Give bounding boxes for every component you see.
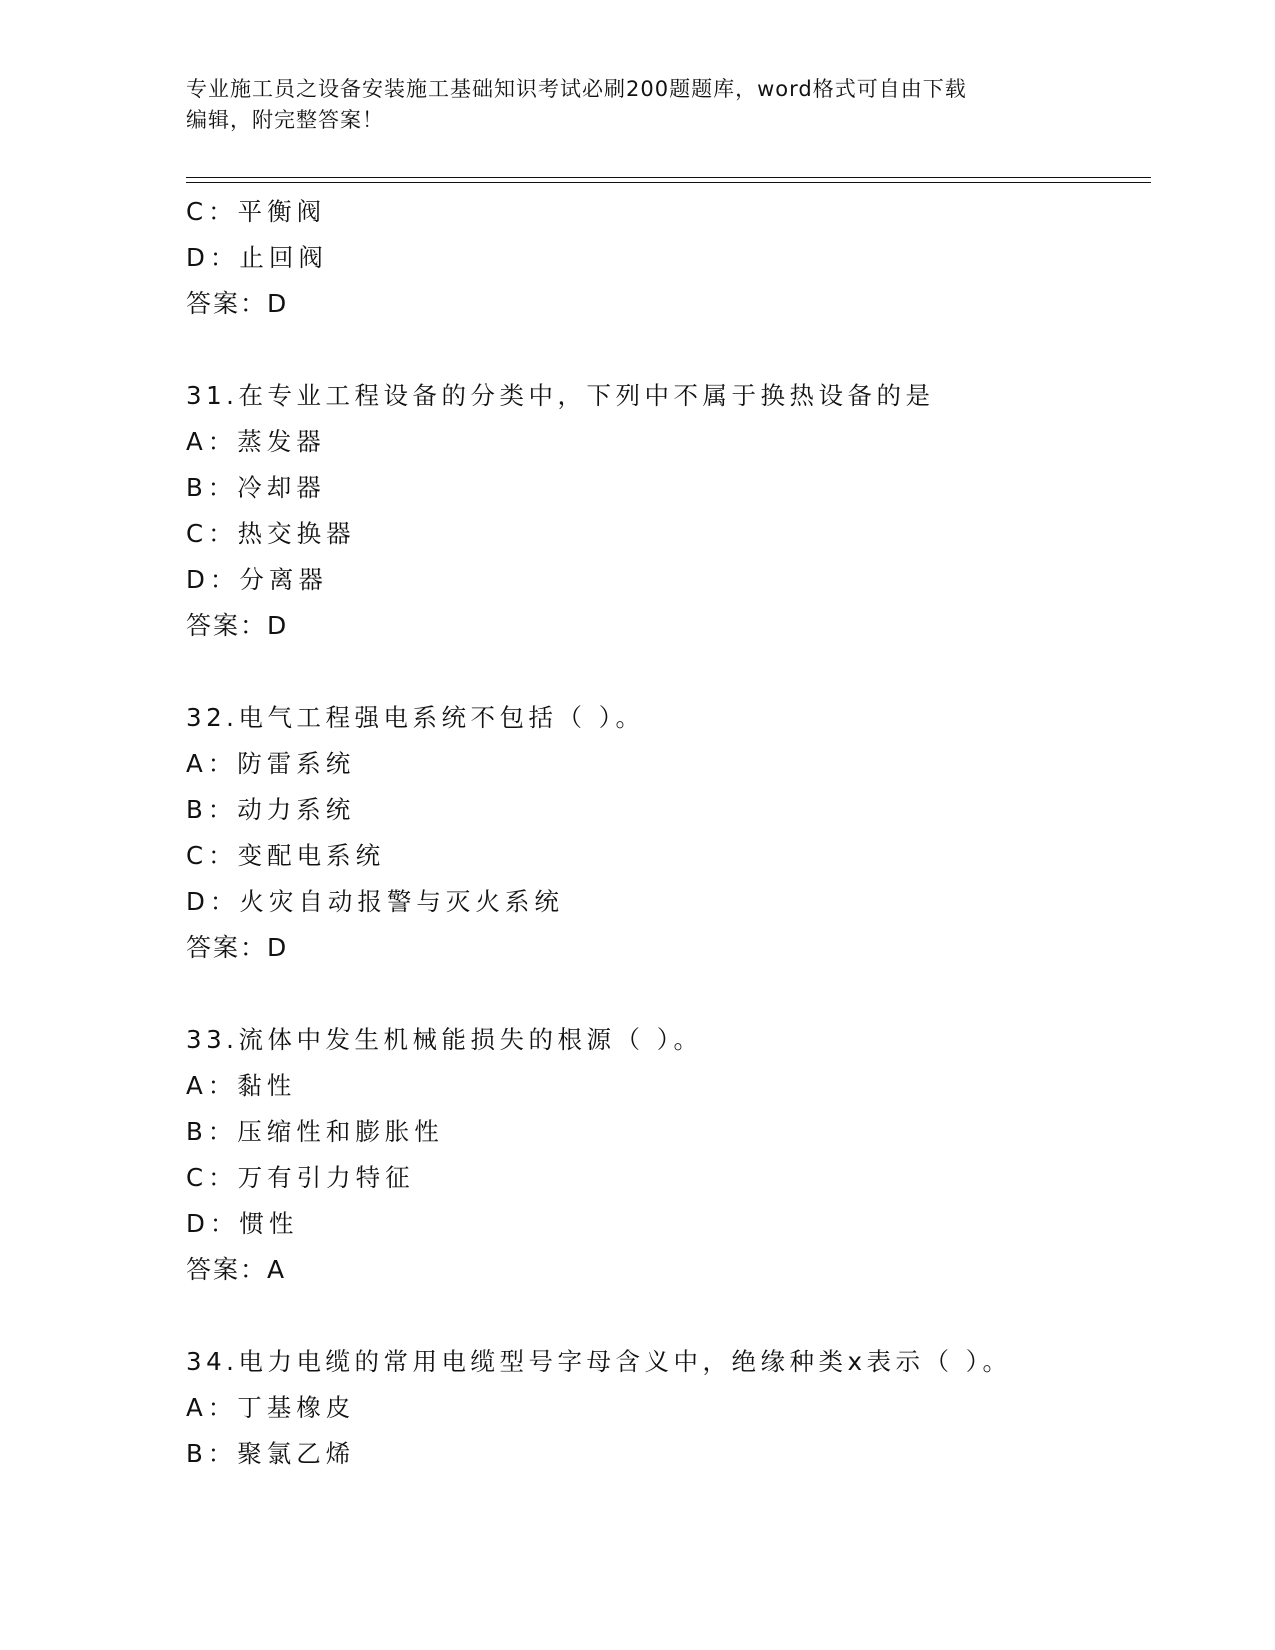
answer-line: 答案：A bbox=[186, 1255, 287, 1284]
option-d: D：止回阀 bbox=[186, 243, 328, 272]
header-divider-bottom bbox=[186, 182, 1151, 183]
option-b: B：动力系统 bbox=[186, 795, 356, 824]
option-b: B：压缩性和膨胀性 bbox=[186, 1117, 444, 1146]
header-title-line-2: 编辑，附完整答案！ bbox=[186, 108, 384, 132]
question-list bbox=[186, 189, 1146, 1477]
question-32 bbox=[186, 695, 1146, 971]
option-c: C：万有引力特征 bbox=[186, 1163, 415, 1192]
answer-line: 答案：D bbox=[186, 933, 289, 962]
option-c: C：变配电系统 bbox=[186, 841, 386, 870]
question-stem: 32.电气工程强电系统不包括（ ）。 bbox=[186, 703, 645, 732]
option-a: A：黏性 bbox=[186, 1071, 297, 1100]
question-stem: 33.流体中发生机械能损失的根源（ ）。 bbox=[186, 1025, 703, 1054]
option-a: A：防雷系统 bbox=[186, 749, 356, 778]
option-b: B：冷却器 bbox=[186, 473, 326, 502]
answer-line: 答案：D bbox=[186, 611, 289, 640]
continued-question bbox=[186, 189, 1146, 327]
question-34 bbox=[186, 1339, 1146, 1477]
question-stem: 34.电力电缆的常用电缆型号字母含义中，绝缘种类x表示（ ）。 bbox=[186, 1347, 1012, 1376]
option-a: A：蒸发器 bbox=[186, 427, 326, 456]
question-stem: 31.在专业工程设备的分类中，下列中不属于换热设备的是 bbox=[186, 381, 935, 410]
option-c: C：热交换器 bbox=[186, 519, 356, 548]
option-b: B：聚氯乙烯 bbox=[186, 1439, 356, 1468]
answer-line: 答案：D bbox=[186, 289, 289, 318]
header-title-line-1: 专业施工员之设备安装施工基础知识考试必刷200题题库，word格式可自由下载 bbox=[186, 77, 967, 101]
document-header bbox=[186, 74, 1086, 136]
header-divider-top bbox=[186, 177, 1151, 178]
option-a: A：丁基橡皮 bbox=[186, 1393, 356, 1422]
option-c: C：平衡阀 bbox=[186, 197, 327, 226]
option-d: D：火灾自动报警与灭火系统 bbox=[186, 887, 564, 916]
option-d: D：分离器 bbox=[186, 565, 328, 594]
option-d: D：惯性 bbox=[186, 1209, 299, 1238]
question-31 bbox=[186, 373, 1146, 649]
question-33 bbox=[186, 1017, 1146, 1293]
